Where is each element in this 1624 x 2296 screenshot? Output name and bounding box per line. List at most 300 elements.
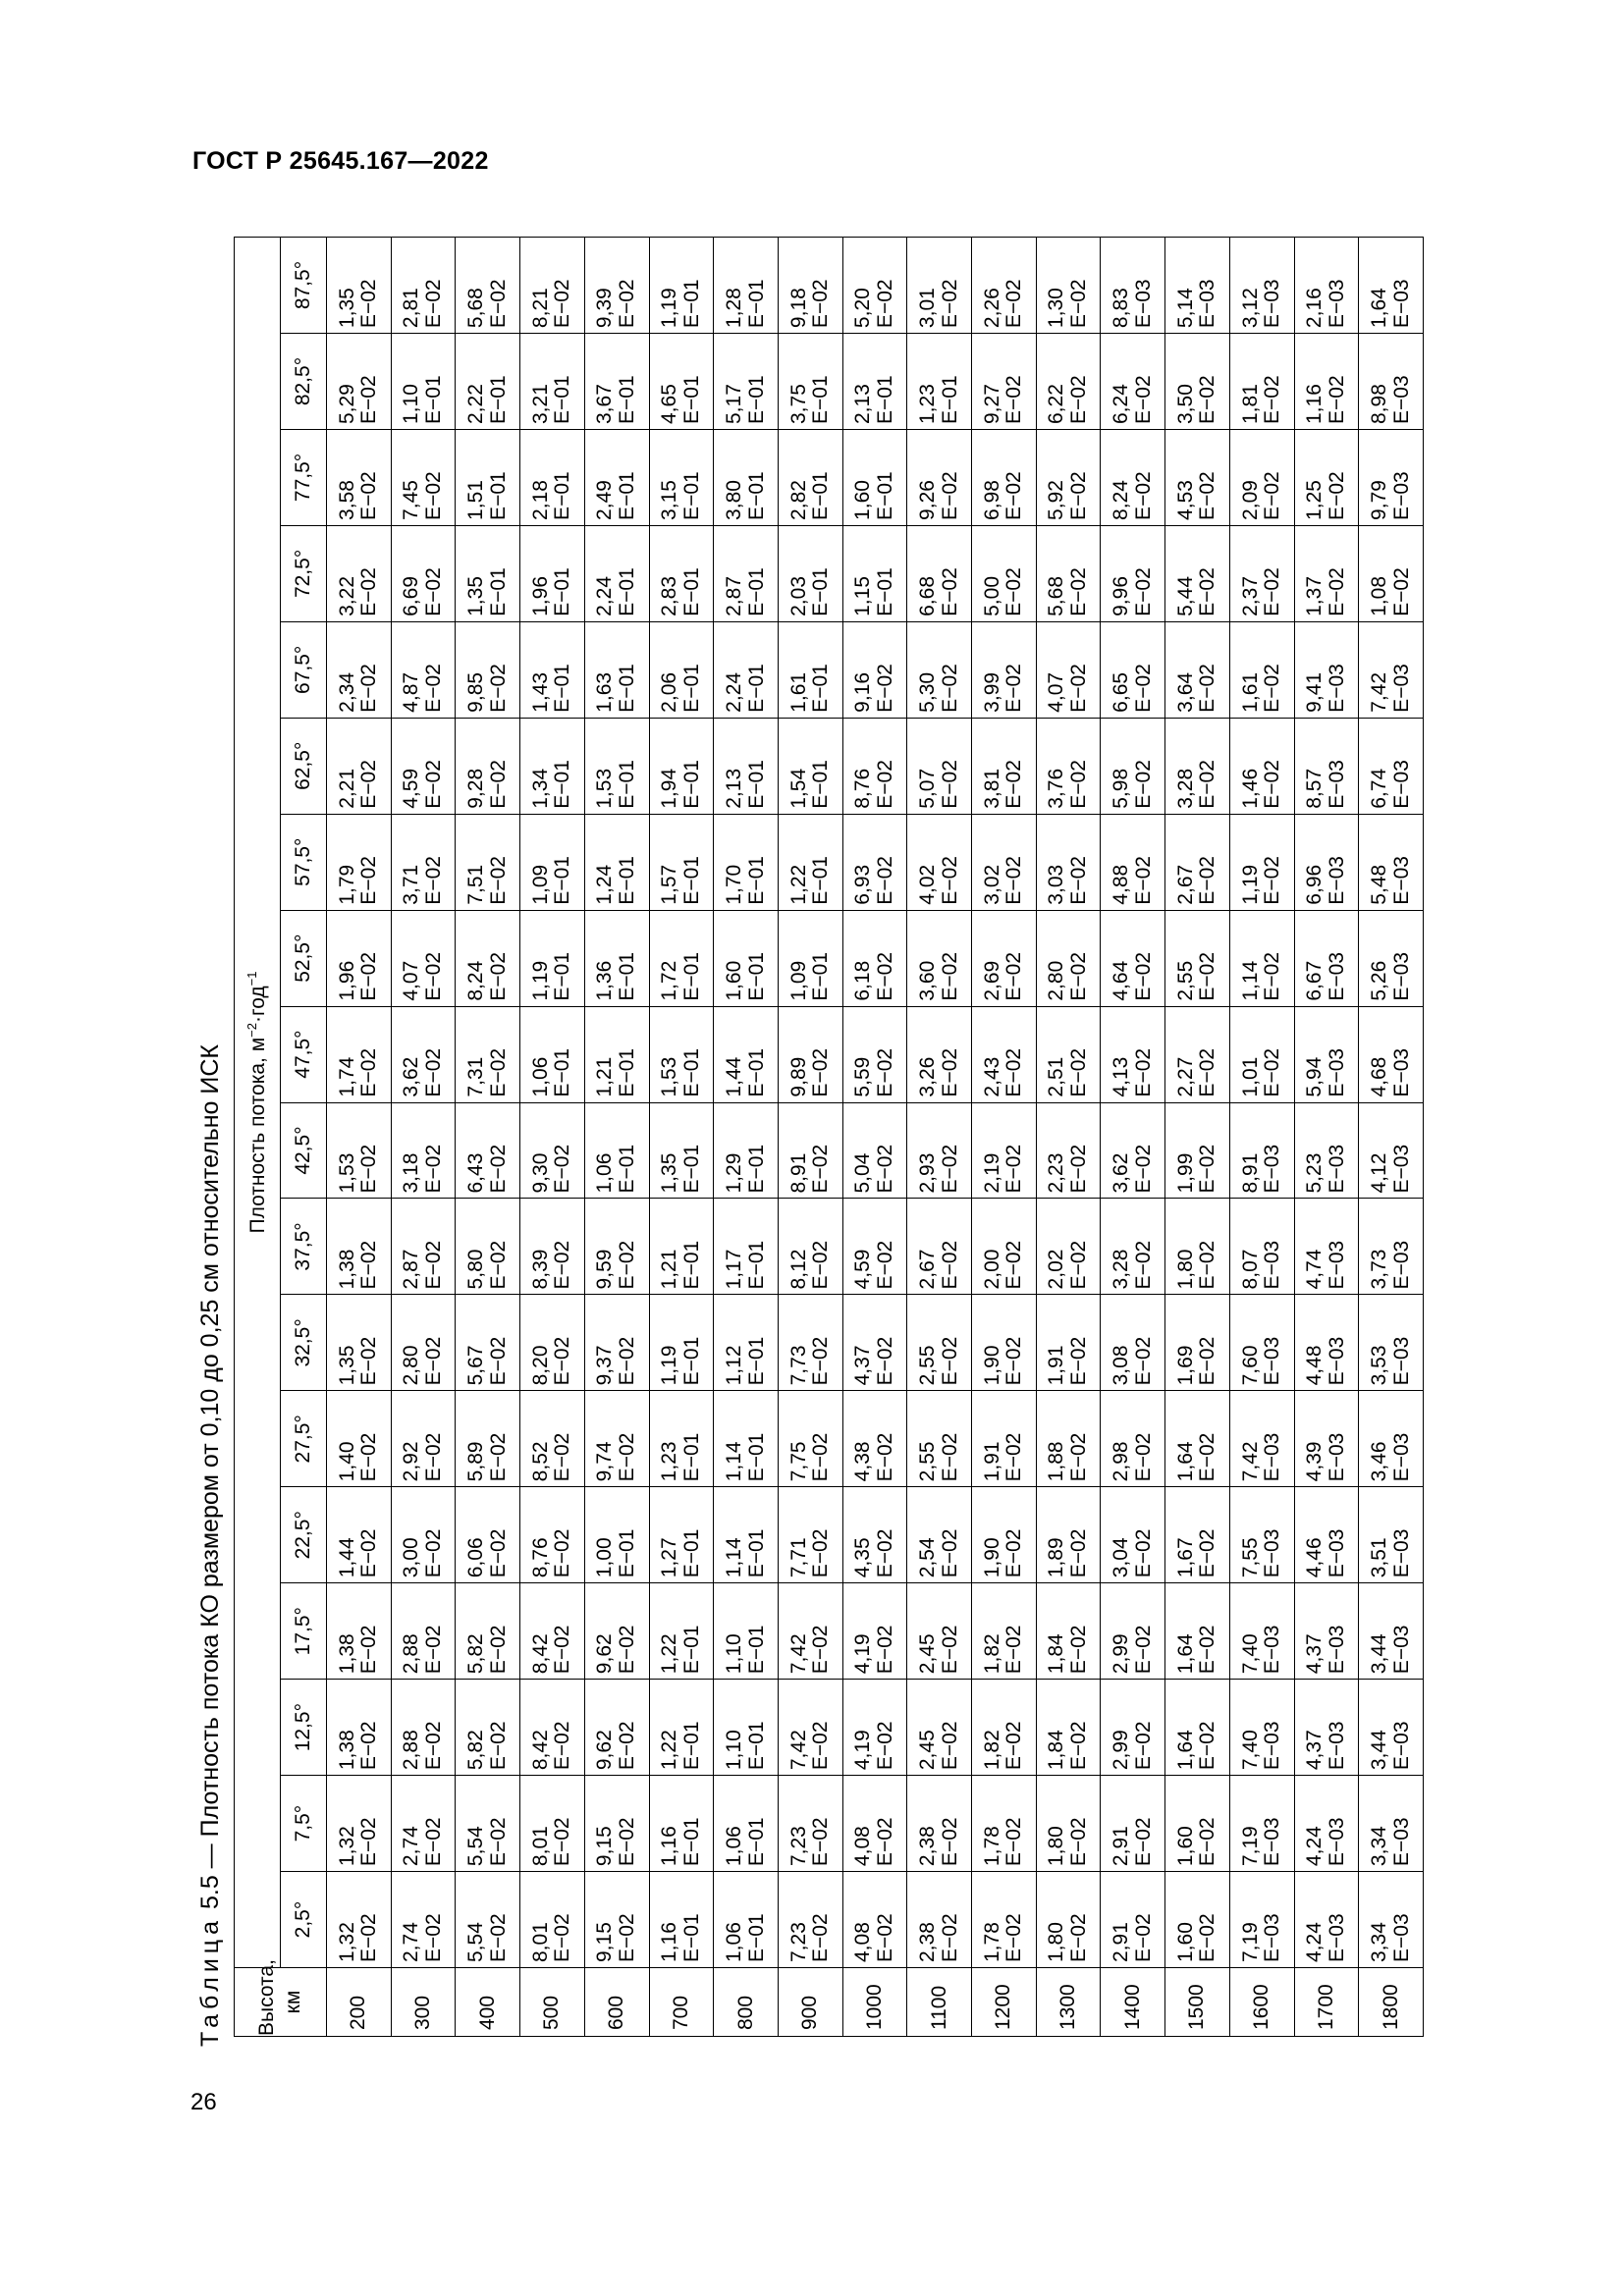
flux-exponent: E−02	[1002, 471, 1026, 520]
flux-mantissa: 1,38	[335, 1633, 358, 1675]
flux-value-cell	[842, 1776, 907, 1872]
flux-value-cell	[1294, 1199, 1359, 1295]
flux-value-cell	[1165, 525, 1230, 621]
flux-value-cell	[842, 525, 907, 621]
angle-header: 22,5°	[281, 1487, 327, 1583]
flux-value-cell	[1101, 718, 1165, 814]
flux-group-header-exp2: −1	[244, 971, 259, 987]
flux-mantissa: 5,44	[1173, 576, 1197, 616]
flux-value-cell	[391, 525, 456, 621]
flux-exponent: E−02	[938, 1913, 961, 1962]
flux-value-cell	[1101, 430, 1165, 526]
flux-mantissa: 3,80	[722, 480, 745, 520]
flux-exponent: E−02	[809, 1144, 833, 1194]
flux-mantissa: 2,80	[1045, 960, 1068, 1001]
flux-value-cell	[391, 1872, 456, 1968]
flux-mantissa: 3,46	[1367, 1441, 1390, 1482]
flux-value-cell	[1101, 1487, 1165, 1583]
flux-mantissa: 3,26	[916, 1056, 939, 1097]
flux-mantissa: 1,38	[335, 1249, 358, 1290]
flux-exponent: E−01	[679, 856, 703, 905]
flux-exponent: E−02	[357, 375, 381, 424]
flux-mantissa: 1,46	[1238, 768, 1262, 809]
flux-value-cell	[972, 1006, 1037, 1102]
flux-value-cell	[391, 1391, 456, 1487]
flux-mantissa: 5,67	[464, 1345, 488, 1386]
flux-mantissa: 2,43	[980, 1056, 1003, 1097]
flux-value-cell	[972, 1102, 1037, 1199]
flux-exponent: E−02	[873, 1721, 896, 1771]
flux-mantissa: 3,99	[980, 671, 1003, 713]
flux-value-cell	[520, 1006, 585, 1102]
flux-mantissa: 2,22	[464, 384, 488, 424]
flux-value-cell	[327, 718, 392, 814]
flux-mantissa: 2,55	[916, 1441, 939, 1482]
flux-value-cell	[907, 814, 972, 910]
flux-exponent: E−02	[873, 1336, 896, 1386]
flux-mantissa: 1,19	[658, 288, 681, 329]
flux-exponent: E−02	[873, 279, 896, 329]
flux-exponent: E−03	[1325, 279, 1348, 329]
flux-mantissa: 2,13	[851, 384, 875, 424]
flux-exponent: E−02	[1196, 1625, 1219, 1675]
flux-mantissa: 2,23	[1045, 1152, 1068, 1194]
flux-mantissa: 8,83	[1110, 288, 1133, 329]
flux-value-cell	[714, 621, 779, 718]
flux-value-cell	[907, 1487, 972, 1583]
flux-exponent: E−02	[1261, 664, 1284, 713]
flux-exponent: E−02	[422, 1240, 446, 1290]
flux-value-cell	[520, 334, 585, 430]
table-row	[520, 238, 585, 2037]
flux-exponent: E−03	[1389, 1625, 1413, 1675]
flux-value-cell	[1359, 1872, 1424, 1968]
flux-value-cell	[391, 430, 456, 526]
flux-exponent: E−02	[616, 1432, 639, 1482]
flux-mantissa: 1,29	[722, 1152, 745, 1194]
flux-exponent: E−02	[422, 1721, 446, 1771]
flux-mantissa: 1,38	[335, 1730, 358, 1771]
flux-mantissa: 4,59	[400, 768, 423, 809]
flux-mantissa: 1,64	[1173, 1730, 1197, 1771]
flux-exponent: E−02	[486, 1625, 510, 1675]
flux-exponent: E−01	[873, 375, 896, 424]
flux-value-cell	[1036, 1102, 1101, 1199]
flux-mantissa: 6,93	[851, 864, 875, 905]
flux-exponent: E−02	[1131, 1721, 1155, 1771]
flux-exponent: E−01	[809, 951, 833, 1001]
flux-mantissa: 1,63	[593, 671, 617, 713]
flux-value-cell	[1359, 525, 1424, 621]
flux-exponent: E−01	[486, 375, 510, 424]
flux-exponent: E−02	[873, 1144, 896, 1194]
document-header: ГОСТ Р 25645.167—2022	[192, 147, 489, 175]
flux-mantissa: 2,81	[400, 288, 423, 329]
flux-value-cell	[327, 910, 392, 1006]
flux-exponent: E−02	[1002, 1336, 1026, 1386]
flux-exponent: E−02	[938, 1240, 961, 1290]
flux-mantissa: 1,22	[786, 864, 810, 905]
flux-exponent: E−01	[679, 1528, 703, 1578]
angle-header: 87,5°	[281, 238, 327, 334]
flux-exponent: E−02	[1067, 1625, 1091, 1675]
flux-value-cell	[520, 621, 585, 718]
flux-value-cell	[1101, 238, 1165, 334]
flux-exponent: E−02	[1196, 567, 1219, 616]
flux-mantissa: 1,78	[980, 1826, 1003, 1867]
flux-mantissa: 1,90	[980, 1537, 1003, 1578]
flux-exponent: E−01	[809, 375, 833, 424]
flux-value-cell	[649, 1006, 714, 1102]
flux-value-cell	[907, 334, 972, 430]
flux-value-cell	[1359, 1102, 1424, 1199]
flux-mantissa: 1,35	[464, 576, 488, 616]
flux-mantissa: 9,62	[593, 1633, 617, 1675]
flux-mantissa: 2,45	[916, 1633, 939, 1675]
flux-value-cell	[714, 718, 779, 814]
flux-mantissa: 1,14	[722, 1537, 745, 1578]
flux-mantissa: 3,50	[1173, 384, 1197, 424]
flux-exponent: E−01	[744, 951, 768, 1001]
flux-value-cell	[778, 1006, 842, 1102]
flux-exponent: E−01	[809, 567, 833, 616]
flux-exponent: E−03	[1325, 1817, 1348, 1867]
flux-value-cell	[842, 1102, 907, 1199]
flux-value-cell	[1165, 238, 1230, 334]
flux-mantissa: 9,15	[593, 1922, 617, 1962]
flux-value-cell	[1294, 238, 1359, 334]
flux-exponent: E−01	[744, 375, 768, 424]
flux-mantissa: 1,00	[593, 1537, 617, 1578]
flux-mantissa: 4,12	[1367, 1152, 1390, 1194]
flux-exponent: E−02	[422, 760, 446, 809]
flux-mantissa: 9,96	[1110, 576, 1133, 616]
flux-mantissa: 3,03	[1045, 864, 1068, 905]
flux-mantissa: 5,68	[1045, 576, 1068, 616]
flux-mantissa: 5,54	[464, 1826, 488, 1867]
flux-exponent: E−03	[1196, 279, 1219, 329]
flux-value-cell	[1165, 430, 1230, 526]
flux-value-cell	[649, 334, 714, 430]
flux-exponent: E−02	[809, 1047, 833, 1097]
flux-exponent: E−02	[486, 760, 510, 809]
flux-exponent: E−02	[486, 1721, 510, 1771]
flux-mantissa: 1,72	[658, 960, 681, 1001]
flux-mantissa: 4,37	[851, 1345, 875, 1386]
flux-exponent: E−01	[744, 760, 768, 809]
flux-mantissa: 1,06	[722, 1922, 745, 1962]
altitude-cell: 200	[327, 1968, 392, 2037]
flux-value-cell	[907, 430, 972, 526]
flux-exponent: E−02	[1196, 856, 1219, 905]
flux-value-cell	[520, 525, 585, 621]
flux-value-cell	[1101, 1006, 1165, 1102]
flux-exponent: E−02	[809, 1913, 833, 1962]
altitude-cell: 1600	[1229, 1968, 1294, 2037]
flux-value-cell	[972, 1680, 1037, 1776]
flux-value-cell	[327, 1872, 392, 1968]
flux-exponent: E−02	[1067, 1913, 1091, 1962]
flux-value-cell	[520, 1102, 585, 1199]
flux-value-cell	[1229, 1583, 1294, 1680]
flux-value-cell	[778, 814, 842, 910]
flux-value-cell	[1294, 1487, 1359, 1583]
flux-mantissa: 1,51	[464, 480, 488, 520]
flux-value-cell	[1165, 1006, 1230, 1102]
flux-mantissa: 1,64	[1173, 1633, 1197, 1675]
flux-mantissa: 8,07	[1238, 1249, 1262, 1290]
flux-value-cell	[391, 1102, 456, 1199]
flux-exponent: E−02	[1002, 664, 1026, 713]
flux-mantissa: 6,06	[464, 1537, 488, 1578]
flux-mantissa: 6,18	[851, 960, 875, 1001]
table-row	[1101, 238, 1165, 2037]
flux-mantissa: 2,55	[916, 1345, 939, 1386]
flux-mantissa: 9,59	[593, 1249, 617, 1290]
flux-mantissa: 1,60	[851, 480, 875, 520]
flux-value-cell	[1229, 718, 1294, 814]
flux-value-cell	[327, 814, 392, 910]
flux-mantissa: 3,51	[1367, 1537, 1390, 1578]
flux-exponent: E−02	[1067, 471, 1091, 520]
flux-value-cell	[714, 430, 779, 526]
flux-value-cell	[972, 1199, 1037, 1295]
flux-exponent: E−02	[1325, 471, 1348, 520]
flux-value-cell	[1101, 1872, 1165, 1968]
flux-exponent: E−01	[809, 664, 833, 713]
flux-exponent: E−02	[422, 1047, 446, 1097]
flux-value-cell	[842, 1872, 907, 1968]
flux-exponent: E−02	[486, 1047, 510, 1097]
flux-exponent: E−03	[1325, 1240, 1348, 1290]
flux-value-cell	[327, 1583, 392, 1680]
table-row	[1359, 238, 1424, 2037]
flux-mantissa: 1,81	[1238, 384, 1262, 424]
flux-exponent: E−02	[873, 1913, 896, 1962]
flux-value-cell	[1294, 621, 1359, 718]
flux-exponent: E−02	[809, 1240, 833, 1290]
angle-header: 7,5°	[281, 1776, 327, 1872]
flux-mantissa: 3,15	[658, 480, 681, 520]
flux-exponent: E−02	[357, 760, 381, 809]
flux-mantissa: 1,40	[335, 1441, 358, 1482]
flux-exponent: E−03	[1389, 760, 1413, 809]
table-row	[1165, 238, 1230, 2037]
flux-exponent: E−01	[744, 567, 768, 616]
flux-exponent: E−02	[357, 1240, 381, 1290]
flux-value-cell	[327, 621, 392, 718]
table-row	[907, 238, 972, 2037]
flux-value-cell	[649, 1872, 714, 1968]
flux-exponent: E−02	[1067, 1432, 1091, 1482]
flux-value-cell	[972, 814, 1037, 910]
flux-mantissa: 6,69	[400, 576, 423, 616]
flux-exponent: E−02	[809, 1721, 833, 1771]
flux-value-cell	[1229, 1006, 1294, 1102]
flux-value-cell	[584, 1391, 649, 1487]
flux-value-cell	[327, 1199, 392, 1295]
flux-value-cell	[1036, 621, 1101, 718]
angle-header: 27,5°	[281, 1391, 327, 1487]
flux-mantissa: 8,91	[786, 1152, 810, 1194]
flux-exponent: E−03	[1261, 1432, 1284, 1482]
flux-exponent: E−02	[1131, 856, 1155, 905]
flux-value-cell	[842, 430, 907, 526]
flux-exponent: E−02	[873, 1047, 896, 1097]
flux-value-cell	[327, 1680, 392, 1776]
table-row	[1036, 238, 1101, 2037]
flux-value-cell	[778, 334, 842, 430]
flux-value-cell	[1165, 1776, 1230, 1872]
flux-mantissa: 9,28	[464, 768, 488, 809]
flux-exponent: E−01	[809, 856, 833, 905]
flux-value-cell	[778, 910, 842, 1006]
flux-exponent: E−03	[1389, 1913, 1413, 1962]
flux-value-cell	[327, 430, 392, 526]
flux-value-cell	[520, 238, 585, 334]
flux-mantissa: 3,34	[1367, 1922, 1390, 1962]
flux-exponent: E−03	[1261, 1528, 1284, 1578]
flux-mantissa: 1,61	[786, 671, 810, 713]
flux-exponent: E−01	[551, 375, 574, 424]
flux-mantissa: 1,36	[593, 960, 617, 1001]
flux-value-cell	[584, 1872, 649, 1968]
flux-exponent: E−01	[551, 1047, 574, 1097]
flux-value-cell	[649, 1391, 714, 1487]
flux-mantissa: 4,24	[1303, 1826, 1326, 1867]
flux-exponent: E−02	[1002, 1913, 1026, 1962]
flux-exponent: E−02	[357, 856, 381, 905]
flux-mantissa: 1,96	[335, 960, 358, 1001]
flux-mantissa: 1,43	[528, 671, 552, 713]
flux-mantissa: 1,80	[1045, 1826, 1068, 1867]
flux-exponent: E−01	[616, 760, 639, 809]
flux-exponent: E−02	[1261, 471, 1284, 520]
flux-exponent: E−02	[938, 951, 961, 1001]
flux-value-cell	[1294, 430, 1359, 526]
flux-value-cell	[456, 814, 520, 910]
flux-value-cell	[714, 238, 779, 334]
flux-value-cell	[1359, 1006, 1424, 1102]
flux-exponent: E−02	[873, 1528, 896, 1578]
flux-exponent: E−01	[616, 1047, 639, 1097]
flux-value-cell	[649, 1102, 714, 1199]
flux-value-cell	[972, 718, 1037, 814]
flux-exponent: E−01	[679, 1432, 703, 1482]
flux-value-cell	[649, 525, 714, 621]
flux-mantissa: 5,48	[1367, 864, 1390, 905]
flux-value-cell	[714, 1295, 779, 1391]
flux-value-cell	[972, 525, 1037, 621]
flux-exponent: E−02	[1067, 1240, 1091, 1290]
flux-exponent: E−02	[551, 1432, 574, 1482]
flux-exponent: E−02	[1131, 1817, 1155, 1867]
flux-mantissa: 6,65	[1110, 671, 1133, 713]
flux-mantissa: 9,62	[593, 1730, 617, 1771]
flux-exponent: E−02	[809, 1432, 833, 1482]
flux-mantissa: 3,08	[1110, 1345, 1133, 1386]
flux-exponent: E−01	[679, 1240, 703, 1290]
flux-mantissa: 3,22	[335, 576, 358, 616]
flux-mantissa: 2,82	[786, 480, 810, 520]
flux-mantissa: 1,91	[1045, 1345, 1068, 1386]
flux-exponent: E−02	[1067, 664, 1091, 713]
flux-exponent: E−02	[1196, 1432, 1219, 1482]
flux-exponent: E−02	[1002, 1432, 1026, 1482]
flux-mantissa: 4,59	[851, 1249, 875, 1290]
flux-value-cell	[1229, 1776, 1294, 1872]
flux-mantissa: 2,98	[1110, 1441, 1133, 1482]
flux-mantissa: 1,06	[593, 1152, 617, 1194]
flux-value-cell	[520, 1199, 585, 1295]
flux-exponent: E−02	[357, 1528, 381, 1578]
flux-value-cell	[456, 1487, 520, 1583]
flux-mantissa: 2,54	[916, 1537, 939, 1578]
flux-value-cell	[907, 1583, 972, 1680]
flux-mantissa: 3,01	[916, 288, 939, 329]
flux-mantissa: 1,14	[722, 1441, 745, 1482]
flux-value-cell	[456, 1199, 520, 1295]
flux-exponent: E−02	[616, 1336, 639, 1386]
flux-mantissa: 5,17	[722, 384, 745, 424]
flux-value-cell	[714, 910, 779, 1006]
flux-mantissa: 5,94	[1303, 1056, 1326, 1097]
flux-value-cell	[972, 430, 1037, 526]
flux-mantissa: 9,89	[786, 1056, 810, 1097]
flux-mantissa: 1,78	[980, 1922, 1003, 1962]
flux-exponent: E−02	[1261, 951, 1284, 1001]
flux-value-cell	[391, 334, 456, 430]
flux-exponent: E−01	[679, 1721, 703, 1771]
flux-value-cell	[649, 1680, 714, 1776]
flux-value-cell	[391, 718, 456, 814]
flux-value-cell	[520, 430, 585, 526]
flux-mantissa: 1,25	[1303, 480, 1326, 520]
flux-exponent: E−03	[1261, 1144, 1284, 1194]
flux-value-cell	[1101, 1295, 1165, 1391]
flux-mantissa: 2,03	[786, 576, 810, 616]
flux-mantissa: 1,82	[980, 1730, 1003, 1771]
flux-mantissa: 8,76	[851, 768, 875, 809]
flux-exponent: E−02	[486, 1528, 510, 1578]
flux-exponent: E−01	[486, 471, 510, 520]
flux-mantissa: 1,17	[722, 1249, 745, 1290]
flux-exponent: E−01	[551, 567, 574, 616]
flux-exponent: E−02	[422, 471, 446, 520]
angle-header: 77,5°	[281, 430, 327, 526]
flux-mantissa: 6,74	[1367, 768, 1390, 809]
flux-value-cell	[842, 814, 907, 910]
flux-exponent: E−02	[422, 567, 446, 616]
flux-exponent: E−02	[1002, 1144, 1026, 1194]
flux-mantissa: 4,48	[1303, 1345, 1326, 1386]
flux-exponent: E−02	[1067, 856, 1091, 905]
flux-value-cell	[649, 1583, 714, 1680]
flux-mantissa: 8,52	[528, 1441, 552, 1482]
flux-mantissa: 3,62	[1110, 1152, 1133, 1194]
flux-mantissa: 6,24	[1110, 384, 1133, 424]
altitude-cell: 600	[584, 1968, 649, 2037]
flux-mantissa: 9,41	[1303, 671, 1326, 713]
angle-header: 72,5°	[281, 525, 327, 621]
flux-value-cell	[1101, 1776, 1165, 1872]
flux-exponent: E−01	[744, 1913, 768, 1962]
flux-exponent: E−02	[551, 1913, 574, 1962]
flux-value-cell	[1359, 621, 1424, 718]
table-row	[584, 238, 649, 2037]
flux-mantissa: 9,79	[1367, 480, 1390, 520]
flux-value-cell	[907, 1199, 972, 1295]
